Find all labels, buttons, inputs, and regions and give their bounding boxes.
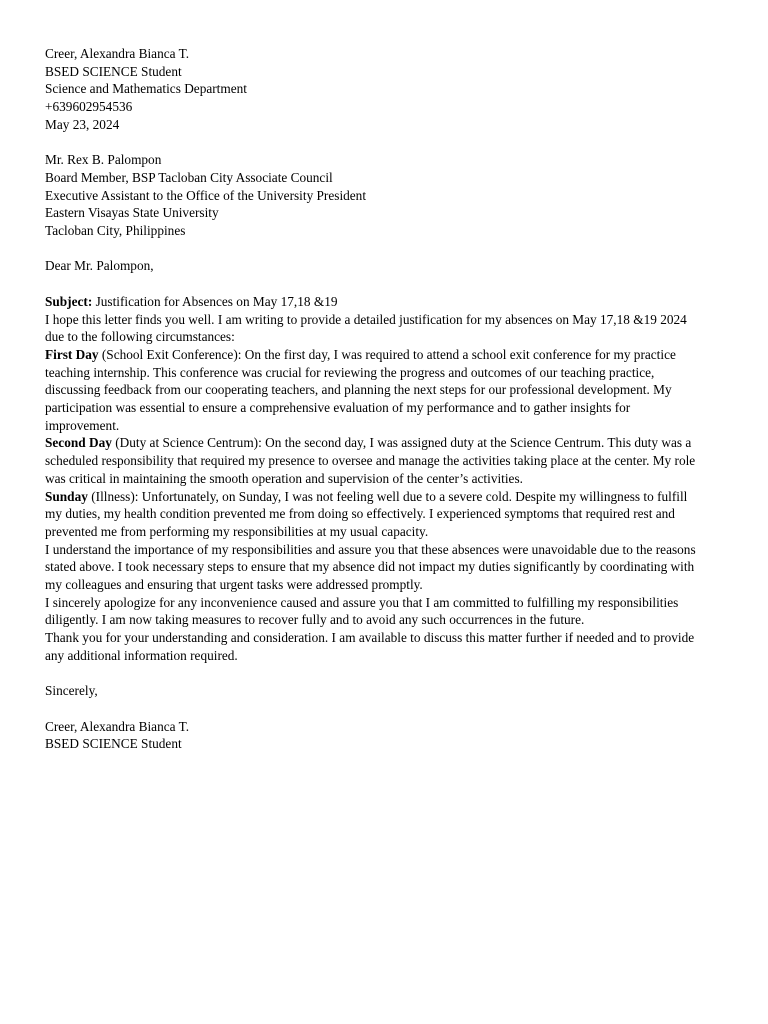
sender-name: Creer, Alexandra Bianca T. <box>45 46 190 61</box>
sunday-paragraph <box>45 488 725 541</box>
apology-paragraph <box>45 594 725 629</box>
thanks-paragraph <box>45 629 725 664</box>
closing-text: Sincerely, <box>45 683 98 699</box>
subject-label: Subject: <box>45 293 93 309</box>
paragraph-line: (Duty at Science Centrum): On the second day, I was assigned duty at the Science Centrum. This duty was a <box>111 435 692 451</box>
paragraph-line: stated above. I took necessary steps to ensure that my absence did not impact my duties significantly by coordinating with <box>45 559 695 575</box>
understanding-paragraph <box>45 541 725 594</box>
letter-date: May 23, 2024 <box>45 116 120 132</box>
paragraph-line: prevented me from performing my responsibilities at my usual capacity. <box>45 523 429 539</box>
paragraph-line: (School Exit Conference): On the first day, I was required to attend a school exit conference for my practice <box>98 346 676 362</box>
signature-block <box>45 718 728 753</box>
paragraph-line: teaching internship. This conference was crucial for reviewing the progress and outcomes of our teaching practice, <box>45 364 655 380</box>
paragraph-line: scheduled responsibility that required my presence to oversee and manage the activities taking place at the center. My role <box>45 453 696 469</box>
recipient-line-4: Tacloban City, Philippines <box>45 223 186 239</box>
sender-block <box>45 45 728 134</box>
paragraph-line: was critical in maintaining the smooth operation and supervision of the center’s activities. <box>45 470 523 486</box>
paragraph-line: (Illness): Unfortunately, on Sunday, I was not feeling well due to a severe cold. Despite my willingness to fulfill <box>87 488 688 504</box>
paragraph-line: discussing feedback from our cooperating teachers, and planning the next steps for our professional development. My <box>45 382 672 398</box>
subject-line <box>45 293 728 311</box>
recipient-line-2: Executive Assistant to the Office of the University President <box>45 187 367 203</box>
recipient-line-3: Eastern Visayas State University <box>45 205 219 221</box>
paragraph-line: I hope this letter finds you well. I am writing to provide a detailed justification for my absences on May 17,18 &19 2024 <box>45 311 687 327</box>
recipient-line-1: Board Member, BSP Tacloban City Associate Council <box>45 169 333 185</box>
sender-role: BSED SCIENCE Student <box>45 63 182 79</box>
paragraph-line: diligently. I am now taking measures to recover fully and to avoid any such occurrences in the future. <box>45 612 585 628</box>
salutation <box>45 257 728 275</box>
paragraph-line: participation was essential to ensure a comprehensive evaluation of my performance and to gather insights for <box>45 400 631 416</box>
intro-paragraph <box>45 311 725 346</box>
paragraph-line: my colleagues and ensuring that urgent tasks were addressed promptly. <box>45 577 423 593</box>
subject-text: Justification for Absences on May 17,18 &19 <box>92 293 338 309</box>
closing <box>45 682 728 700</box>
signature-name: Creer, Alexandra Bianca T. <box>45 718 190 734</box>
paragraph-line: I sincerely apologize for any inconvenience caused and assure you that I am committed to fulfilling my responsibilities <box>45 594 679 610</box>
signature-role: BSED SCIENCE Student <box>45 736 182 752</box>
paragraph-line: improvement. <box>45 417 120 433</box>
paragraph-line: my duties, my health condition prevented me from doing so effectively. I experienced symptoms that required rest and <box>45 506 675 522</box>
first-day-label: First Day <box>45 346 99 362</box>
paragraph-line: any additional information required. <box>45 647 238 663</box>
recipient-block <box>45 151 728 240</box>
paragraph-line: Thank you for your understanding and consideration. I am available to discuss this matter further if needed and to provide <box>45 630 695 646</box>
second-day-paragraph <box>45 434 725 487</box>
salutation-text: Dear Mr. Palompon, <box>45 258 154 274</box>
recipient-name: Mr. Rex B. Palompon <box>45 152 162 168</box>
first-day-paragraph <box>45 346 725 435</box>
second-day-label: Second Day <box>45 435 112 451</box>
paragraph-line: I understand the importance of my responsibilities and assure you that these absences were unavoidable due to the reasons <box>45 541 696 557</box>
sender-phone: +639602954536 <box>45 99 133 115</box>
sunday-label: Sunday <box>45 488 88 504</box>
sender-department: Science and Mathematics Department <box>45 81 247 97</box>
paragraph-line: due to the following circumstances: <box>45 329 235 345</box>
